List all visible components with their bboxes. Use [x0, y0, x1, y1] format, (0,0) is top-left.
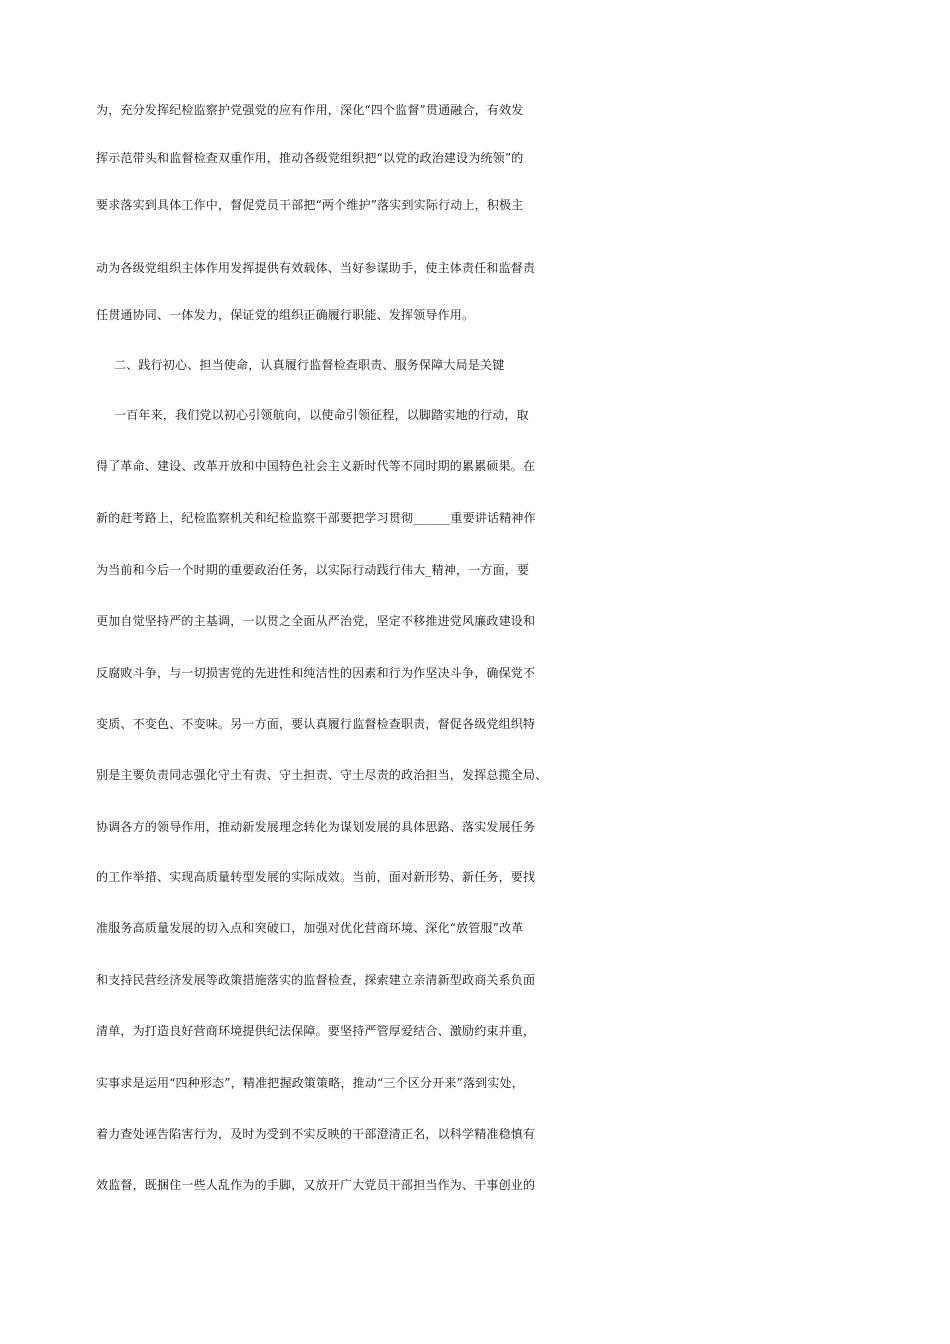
- paragraph-line: 挥示范带头和监督检查双重作用，推动各级党组织把“以党的政治建设为统领”的: [96, 151, 524, 165]
- paragraph-line: 任贯通协同、一体发力，保证党的组织正确履行职能、发挥领导作用。: [96, 308, 475, 322]
- paragraph-line: 的工作举措、实现高质量转型发展的实际成效。当前，面对新形势、新任务，要找: [96, 870, 536, 884]
- paragraph-line: 新的赶考路上，纪检监察机关和纪检监察干部要把学习贯彻______重要讲话精神作: [96, 511, 536, 525]
- paragraph-line: 别是主要负责同志强化守土有责、守土担责、守土尽责的政治担当，发挥总揽全局、: [96, 768, 548, 782]
- paragraph-line: 要求落实到具体工作中，督促党员干部把“两个维护”落实到实际行动上，积极主: [96, 198, 524, 212]
- paragraph-line: 为，充分发挥纪检监察护党强党的应有作用，深化“四个监督”贯通融合，有效发: [96, 103, 524, 117]
- section-heading: 二、践行初心、担当使命，认真履行监督检查职责、服务保障大局是关键: [114, 358, 505, 372]
- paragraph-line: 着力查处诬告陷害行为，及时为受到不实反映的干部澄清正名，以科学精准稳慎有: [96, 1127, 536, 1141]
- paragraph-line: 为当前和今后一个时期的重要政治任务，以实际行动践行伟大_精神，一方面，要: [96, 563, 530, 577]
- paragraph-line: 一百年来，我们党以初心引领航向，以使命引领征程，以脚踏实地的行动，取: [114, 408, 529, 422]
- paragraph-line: 和支持民营经济发展等政策措施落实的监督检查，探索建立亲清新型政商关系负面: [96, 973, 536, 987]
- paragraph-line: 动为各级党组织主体作用发挥提供有效载体、当好参谋助手，使主体责任和监督责: [96, 261, 536, 275]
- paragraph-line: 反腐败斗争，与一切损害党的先进性和纯洁性的因素和行为作坚决斗争，确保党不: [96, 666, 536, 680]
- paragraph-line: 准服务高质量发展的切入点和突破口，加强对优化营商环境、深化“放管服”改革: [96, 921, 524, 935]
- paragraph-line: 协调各方的领导作用，推动新发展理念转化为谋划发展的具体思路、落实发展任务: [96, 820, 536, 834]
- paragraph-line: 实事求是运用“四种形态”，精准把握政策策略，推动“三个区分开来”落到实处，: [96, 1076, 524, 1090]
- paragraph-line: 清单，为打造良好营商环境提供纪法保障。要坚持严管厚爱结合、激励约束并重，: [96, 1024, 536, 1038]
- paragraph-line: 变质、不变色、不变味。另一方面，要认真履行监督检查职责，督促各级党组织特: [96, 717, 536, 731]
- paragraph-line: 更加自觉坚持严的主基调，一以贯之全面从严治党，坚定不移推进党风廉政建设和: [96, 614, 536, 628]
- paragraph-line: 得了革命、建设、改革开放和中国特色社会主义新时代等不同时期的累累硕果。在: [96, 459, 536, 473]
- paragraph-line: 效监督，既捆住一些人乱作为的手脚，又放开广大党员干部担当作为、干事创业的: [96, 1178, 536, 1192]
